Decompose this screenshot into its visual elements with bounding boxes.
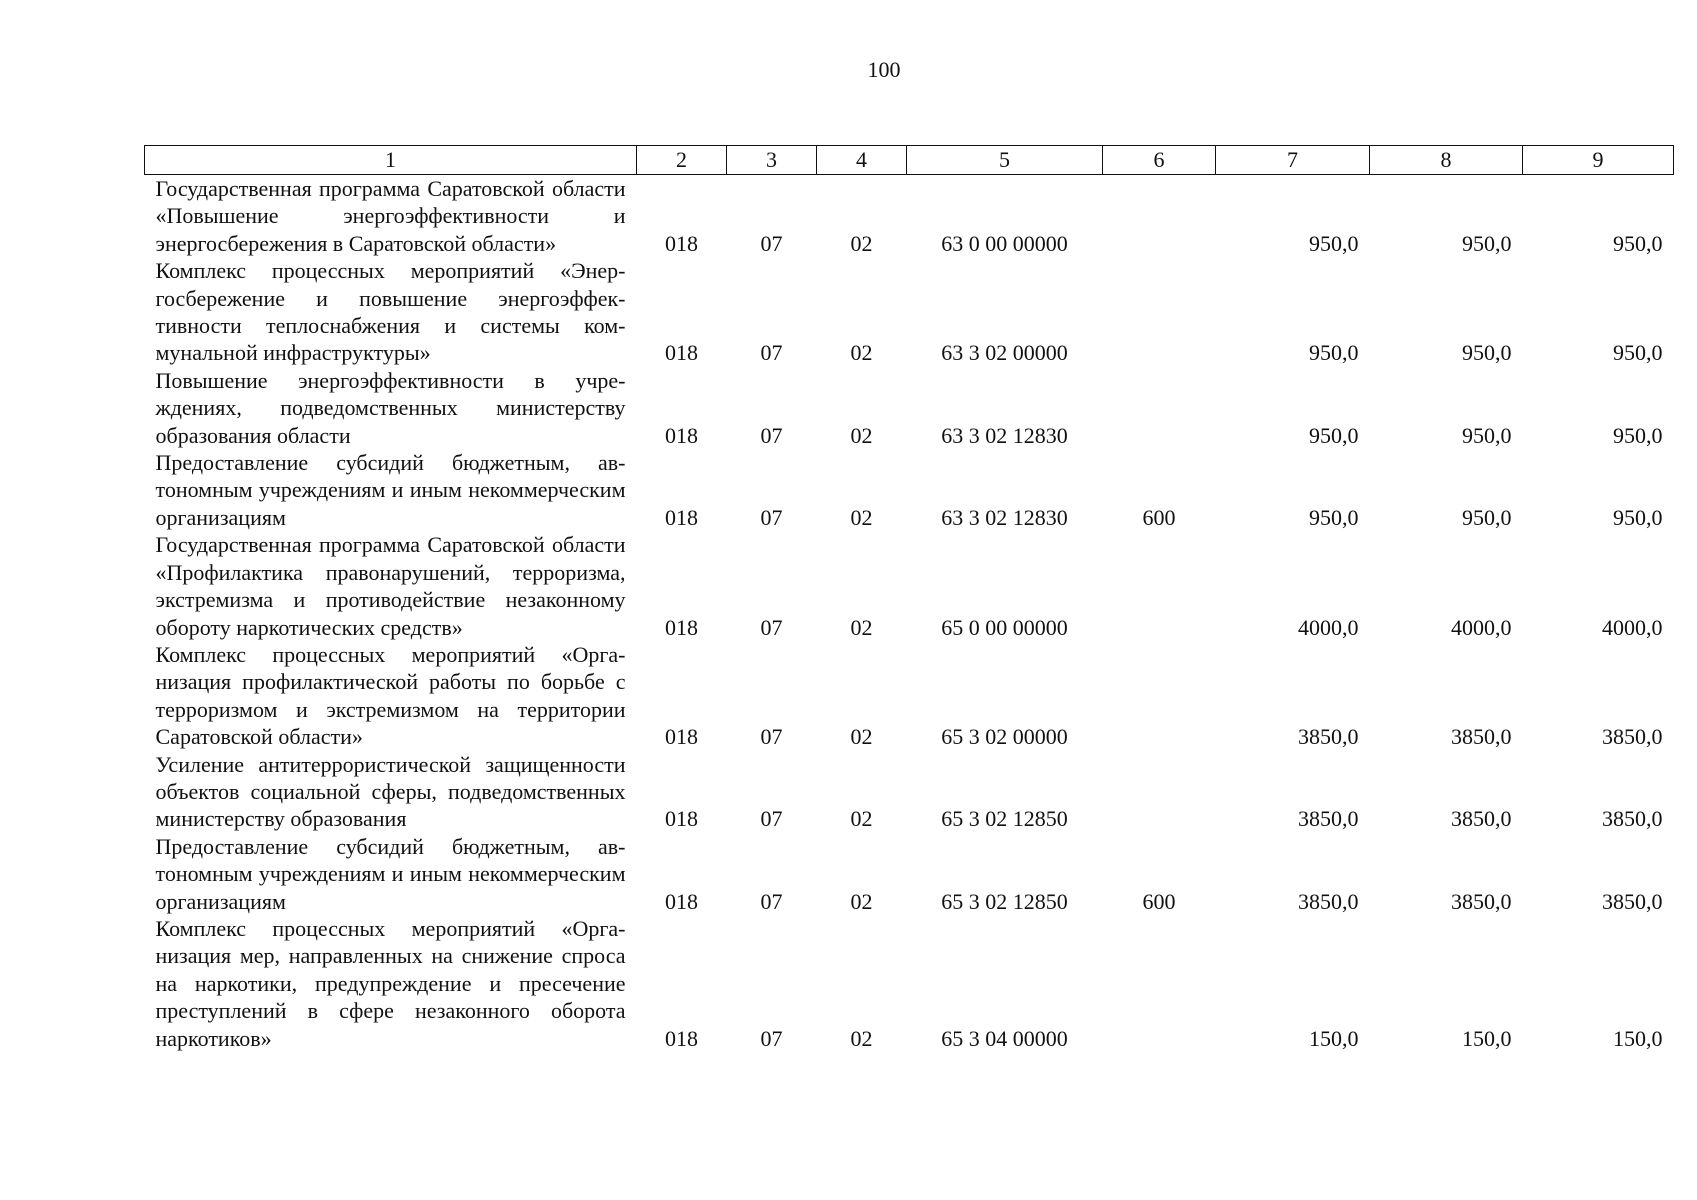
- row-col-8: 3850,0: [1451, 724, 1512, 750]
- row-col-6: [1103, 751, 1216, 833]
- row-col-9: 3850,0: [1602, 806, 1663, 832]
- row-col-2: 018: [665, 724, 698, 750]
- row-col-9: 3850,0: [1602, 724, 1663, 750]
- row-col-5: 65 3 02 12850: [941, 888, 1068, 914]
- row-col-3: 07: [760, 422, 783, 448]
- row-col-7: 3850,0: [1298, 888, 1359, 914]
- budget-table: [144, 145, 1674, 1052]
- row-col-2: 018: [665, 422, 698, 448]
- column-header-6: 6: [1103, 146, 1216, 175]
- column-header-5: 5: [907, 146, 1103, 175]
- row-col-4: 02: [850, 1025, 873, 1051]
- table-row: [145, 641, 1674, 751]
- row-col-7: 950,0: [1309, 340, 1359, 366]
- row-col-5: 65 3 02 12850: [941, 806, 1068, 832]
- row-name: Государственная программа Саратовской области «Повышение энергоэффективности и энергосбережения в Саратовской области»: [155, 176, 626, 256]
- row-col-3: 07: [760, 724, 783, 750]
- row-col-6: [1103, 915, 1216, 1052]
- row-col-5: 63 3 02 00000: [941, 340, 1068, 366]
- row-col-4: 02: [850, 340, 873, 366]
- row-col-8: 4000,0: [1451, 614, 1512, 640]
- table-row: [145, 833, 1674, 915]
- table-body: [145, 175, 1674, 1053]
- row-col-7: 950,0: [1309, 504, 1359, 530]
- row-col-9: 950,0: [1613, 504, 1663, 530]
- row-col-5: 63 0 00 00000: [941, 230, 1068, 256]
- column-header-9: 9: [1523, 146, 1674, 175]
- row-col-3: 07: [760, 340, 783, 366]
- row-col-4: 02: [850, 888, 873, 914]
- row-name: Комплекс процессных мероприятий «Организация мер, направленных на снижение спроса на наркотики, предупреждение и пресечение преступлений в сфере незаконного оборота наркотиков»: [155, 915, 626, 1051]
- row-col-5: 65 3 02 00000: [941, 724, 1068, 750]
- column-header-4: 4: [817, 146, 907, 175]
- row-col-2: 018: [665, 614, 698, 640]
- row-name: Государственная программа Саратовской области «Профилактика правонарушений, терроризма, экстремизма и противодействие незаконному обороту наркотических средств»: [155, 532, 626, 640]
- page-number: 100: [867, 57, 901, 82]
- row-col-8: 950,0: [1462, 340, 1512, 366]
- column-header-3: 3: [727, 146, 817, 175]
- row-col-6: [1103, 175, 1216, 258]
- row-col-2: 018: [665, 504, 698, 530]
- row-col-2: 018: [665, 230, 698, 256]
- table-row: [145, 531, 1674, 641]
- row-name: Предоставление субсидий бюджетным, автономным учреждениям и иным некоммерческим организациям: [155, 450, 626, 530]
- header-row: [145, 146, 1674, 175]
- row-col-9: 950,0: [1613, 230, 1663, 256]
- row-col-2: 018: [665, 1025, 698, 1051]
- row-col-9: 950,0: [1613, 422, 1663, 448]
- row-col-8: 150,0: [1462, 1025, 1512, 1051]
- column-header-8: 8: [1370, 146, 1523, 175]
- table-row: [145, 175, 1674, 258]
- row-col-4: 02: [850, 230, 873, 256]
- row-col-6: [1103, 257, 1216, 367]
- row-col-3: 07: [760, 888, 783, 914]
- row-col-3: 07: [760, 806, 783, 832]
- row-name: Комплекс процессных мероприятий «Организация профилактической работы по борьбе с терроризмом и экстремизмом на территории Саратовской области»: [155, 641, 626, 750]
- row-col-5: 63 3 02 12830: [941, 504, 1068, 530]
- row-col-4: 02: [850, 422, 873, 448]
- row-col-4: 02: [850, 724, 873, 750]
- row-col-7: 950,0: [1309, 422, 1359, 448]
- row-col-6: [1103, 531, 1216, 641]
- row-col-9: 150,0: [1613, 1025, 1663, 1051]
- row-col-3: 07: [760, 1025, 783, 1051]
- row-col-9: 950,0: [1613, 340, 1663, 366]
- row-col-6: [1103, 641, 1216, 751]
- row-col-9: 4000,0: [1602, 614, 1663, 640]
- row-col-8: 950,0: [1462, 422, 1512, 448]
- row-col-7: 950,0: [1309, 230, 1359, 256]
- row-col-3: 07: [760, 230, 783, 256]
- row-col-2: 018: [665, 888, 698, 914]
- row-col-2: 018: [665, 340, 698, 366]
- row-col-4: 02: [850, 806, 873, 832]
- row-col-9: 3850,0: [1602, 888, 1663, 914]
- row-col-8: 950,0: [1462, 504, 1512, 530]
- row-name: Повышение энергоэффективности в учреждениях, подведомственных министерству образования области: [155, 367, 626, 448]
- column-header-7: 7: [1216, 146, 1370, 175]
- row-col-7: 3850,0: [1298, 806, 1359, 832]
- row-col-6: 600: [1142, 504, 1176, 530]
- table-row: [145, 257, 1674, 367]
- row-col-8: 3850,0: [1451, 806, 1512, 832]
- row-name: Комплекс процессных мероприятий «Энергосбережение и повышение энергоэффективности теплоснабжения и системы коммунальной инфраструктуры»: [155, 258, 626, 366]
- row-col-8: 3850,0: [1451, 888, 1512, 914]
- row-col-6: [1103, 367, 1216, 449]
- row-col-7: 3850,0: [1298, 724, 1359, 750]
- column-header-2: 2: [637, 146, 727, 175]
- row-col-5: 65 0 00 00000: [941, 614, 1068, 640]
- row-col-5: 63 3 02 12830: [941, 422, 1068, 448]
- row-col-3: 07: [760, 504, 783, 530]
- table-row: [145, 449, 1674, 531]
- row-col-4: 02: [850, 504, 873, 530]
- row-name: Предоставление субсидий бюджетным, автономным учреждениям и иным некоммерческим организациям: [155, 833, 626, 914]
- column-header-1: 1: [145, 146, 637, 175]
- row-col-4: 02: [850, 614, 873, 640]
- table-row: [145, 367, 1674, 449]
- row-name: Усиление антитеррористической защищенности объектов социальной сферы, подведомственных министерству образования: [155, 751, 626, 832]
- row-col-2: 018: [665, 806, 698, 832]
- table-row: [145, 915, 1674, 1052]
- row-col-8: 950,0: [1462, 230, 1512, 256]
- table-row: [145, 751, 1674, 833]
- table-header: [145, 146, 1674, 175]
- row-col-3: 07: [760, 614, 783, 640]
- row-col-5: 65 3 04 00000: [941, 1025, 1068, 1051]
- row-col-6: 600: [1142, 888, 1176, 914]
- row-col-7: 4000,0: [1298, 614, 1359, 640]
- row-col-7: 150,0: [1309, 1025, 1359, 1051]
